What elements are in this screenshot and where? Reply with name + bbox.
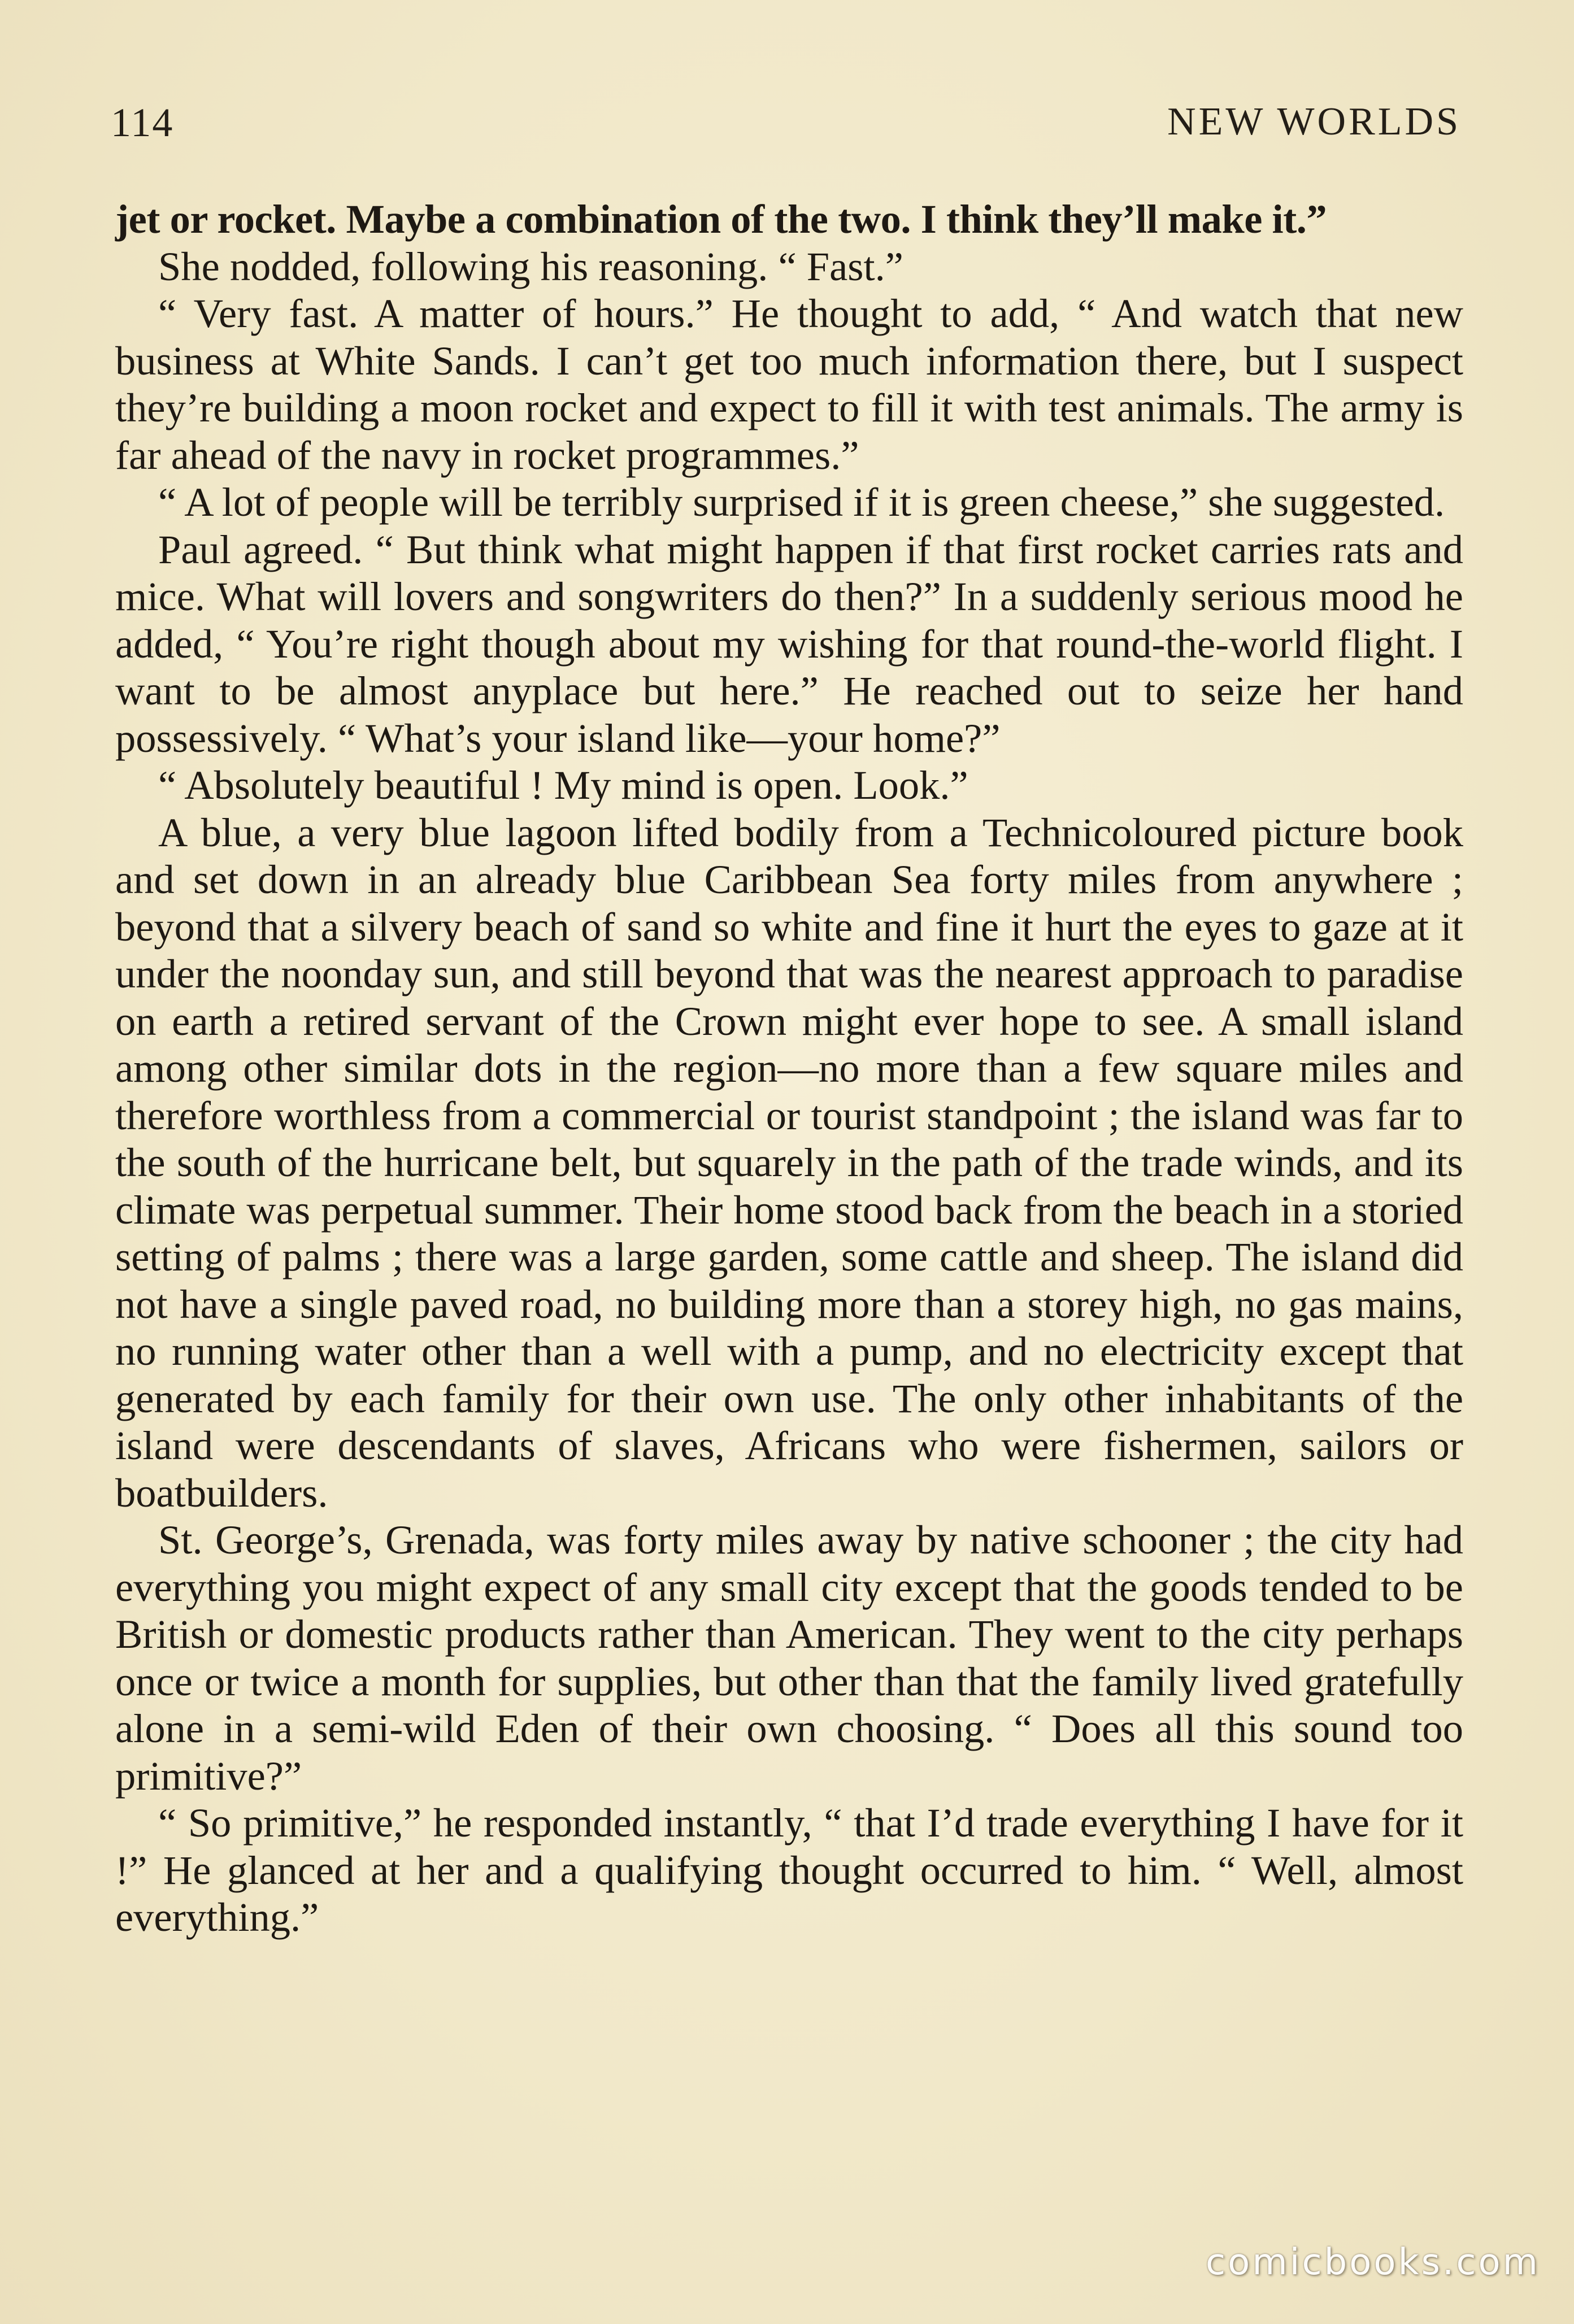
watermark: comicbooks.com	[1205, 2242, 1540, 2283]
paragraph: “ A lot of people will be terribly surprised if it is green cheese,” she suggested.	[158, 479, 1445, 525]
page-header	[111, 99, 1461, 156]
paragraph: “ Absolutely beautiful ! My mind is open. Look.”	[158, 762, 968, 808]
page-number: 114	[111, 100, 174, 145]
paragraph: A blue, a very blue lagoon lifted bodily from a Technicoloured picture book and set down in an already blue Caribbean Sea forty miles from anywhere ; beyond that a silvery beach of sand so white and fine it hurt the eyes to gaze at it under the noonday sun, and still beyond that was the nearest approach to paradise on earth a retired servant of the Crown might ever hope to see. A small island among other similar dots in the region—no more than a few square miles and therefore worthless from a commercial or tourist standpoint ; the island was far to the south of the hurricane belt, but squarely in the path of the trade winds, and its climate was perpetual summer. Their home stood back from the beach in a storied setting of palms ; there was a large garden, some cattle and sheep. The island did not have a single paved road, no building more than a storey high, no gas mains, no running water other than a well with a pump, and no electricity except that generated by each family for their own use. The only other inhabitants of the island were descendants of slaves, Africans who were fishermen, sailors or boatbuilders.	[115, 809, 1463, 1516]
body-text	[115, 195, 1463, 1941]
paragraph: She nodded, following his reasoning. “ Fast.”	[158, 243, 903, 289]
running-head: NEW WORLDS	[1167, 100, 1461, 143]
paragraph: Paul agreed. “ But think what might happen if that first rocket carries rats and mice. What will lovers and songwriters do then?” In a suddenly serious mood he added, “ You’re right though about my wishing for that round-the-world flight. I want to be almost anyplace but here.” He reached out to seize her hand possessively. “ What’s your island like—your home?”	[115, 526, 1463, 761]
paragraph: “ Very fast. A matter of hours.” He thought to add, “ And watch that new business at White Sands. I can’t get too much information there, but I suspect they’re building a moon rocket and expect to fill it with test animals. The army is far ahead of the navy in rocket programmes.”	[115, 290, 1463, 478]
paragraph: “ So primitive,” he responded instantly, “ that I’d trade everything I have for it !” He glanced at her and a qualifying thought occurred to him. “ Well, almost everything.”	[115, 1800, 1463, 1940]
paragraph: jet or rocket. Maybe a combination of the two. I think they’ll make it.”	[115, 196, 1327, 242]
paragraph: St. George’s, Grenada, was forty miles away by native schooner ; the city had everything you might expect of any small city except that the goods tended to be British or domestic products rather than American. They went to the city perhaps once or twice a month for supplies, but other than that the family lived gratefully alone in a semi-wild Eden of their own choosing. “ Does all this sound too primitive?”	[115, 1517, 1463, 1799]
